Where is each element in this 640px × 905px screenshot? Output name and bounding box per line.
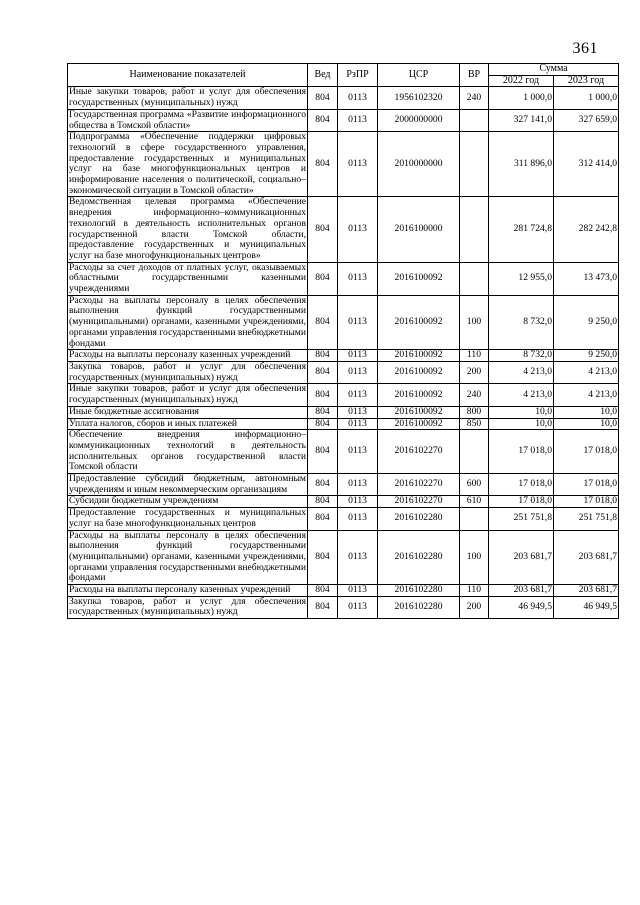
cell-csr: 2016100092: [378, 361, 460, 383]
cell-rzpr: 0113: [338, 197, 378, 262]
cell-amount-2022: 17 018,0: [489, 474, 554, 496]
cell-amount-2023: 203 681,7: [554, 530, 619, 585]
table-row: [68, 596, 619, 618]
cell-amount-2023: 10,0: [554, 406, 619, 418]
cell-amount-2023: 251 751,8: [554, 508, 619, 530]
header-vr: ВР: [460, 64, 489, 87]
cell-amount-2023: 13 473,0: [554, 262, 619, 295]
cell-csr: 2016102270: [378, 496, 460, 508]
cell-amount-2022: 203 681,7: [489, 530, 554, 585]
cell-csr: 2016100092: [378, 384, 460, 406]
table-row: [68, 384, 619, 406]
table-row: [68, 430, 619, 474]
cell-ved: 804: [308, 496, 338, 508]
cell-rzpr: 0113: [338, 530, 378, 585]
cell-name: Закупка товаров, работ и услуг для обеспечения государственных (муниципальных) нужд: [69, 360, 306, 383]
table-row: [68, 508, 619, 530]
cell-vr: 200: [460, 596, 489, 618]
cell-amount-2023: 46 949,5: [554, 596, 619, 618]
cell-amount-2022: 12 955,0: [489, 262, 554, 295]
cell-csr: 2016102270: [378, 474, 460, 496]
cell-vr: 240: [460, 87, 489, 109]
cell-ved: 804: [308, 418, 338, 430]
cell-name: Иные закупки товаров, работ и услуг для обеспечения государственных (муниципальных) нужд: [69, 86, 306, 109]
cell-vr: 100: [460, 530, 489, 585]
cell-amount-2022: 327 141,0: [489, 109, 554, 131]
cell-vr: [460, 132, 489, 197]
cell-ved: 804: [308, 530, 338, 585]
cell-vr: [460, 430, 489, 474]
cell-rzpr: 0113: [338, 384, 378, 406]
cell-ved: 804: [308, 350, 338, 362]
cell-ved: 804: [308, 406, 338, 418]
cell-ved: 804: [308, 508, 338, 530]
cell-rzpr: 0113: [338, 585, 378, 597]
table-body: [68, 87, 619, 619]
table-row: [68, 530, 619, 585]
cell-amount-2022: 1 000,0: [489, 87, 554, 109]
cell-amount-2023: 282 242,8: [554, 197, 619, 262]
cell-rzpr: 0113: [338, 430, 378, 474]
table-row: [68, 496, 619, 508]
cell-ved: 804: [308, 262, 338, 295]
cell-name: Расходы на выплаты персоналу казенных учреждений: [68, 585, 308, 597]
cell-amount-2023: 327 659,0: [554, 109, 619, 131]
cell-amount-2022: 46 949,5: [489, 596, 554, 618]
cell-csr: 2016100092: [378, 418, 460, 430]
table-header: [68, 64, 619, 87]
cell-ved: 804: [308, 430, 338, 474]
cell-amount-2023: 9 250,0: [554, 350, 619, 362]
cell-vr: 610: [460, 496, 489, 508]
cell-amount-2023: 4 213,0: [554, 384, 619, 406]
cell-ved: 804: [308, 295, 338, 350]
cell-amount-2022: 17 018,0: [489, 496, 554, 508]
cell-amount-2023: 203 681,7: [554, 585, 619, 597]
cell-vr: [460, 109, 489, 131]
cell-ved: 804: [308, 87, 338, 109]
table-row: [68, 197, 619, 262]
cell-vr: 240: [460, 384, 489, 406]
cell-name: Субсидии бюджетным учреждениям: [68, 496, 308, 508]
cell-amount-2022: 251 751,8: [489, 508, 554, 530]
cell-name: Предоставление субсидий бюджетным, автономным учреждениям и иным некоммерческим организациям: [69, 473, 306, 495]
cell-vr: [460, 197, 489, 262]
cell-vr: 200: [460, 361, 489, 383]
table-row: [68, 406, 619, 418]
cell-csr: 2000000000: [378, 109, 460, 131]
cell-amount-2023: 9 250,0: [554, 295, 619, 350]
cell-rzpr: 0113: [338, 87, 378, 109]
cell-ved: 804: [308, 585, 338, 597]
table-row: [68, 295, 619, 350]
cell-csr: 2016100000: [378, 197, 460, 262]
header-ved: Вед: [308, 64, 338, 87]
cell-amount-2022: 281 724,8: [489, 197, 554, 262]
cell-csr: 2016102280: [378, 596, 460, 618]
cell-csr: 2016100092: [378, 350, 460, 362]
cell-name: Расходы на выплаты персоналу казенных учреждений: [68, 350, 308, 362]
cell-name: Предоставление государственных и муниципальных услуг на базе многофункциональных центров: [69, 507, 306, 529]
cell-amount-2023: 10,0: [554, 418, 619, 430]
cell-amount-2022: 203 681,7: [489, 585, 554, 597]
cell-name: Иные закупки товаров, работ и услуг для обеспечения государственных (муниципальных) нужд: [69, 383, 306, 406]
cell-csr: 2016102280: [378, 585, 460, 597]
cell-amount-2022: 4 213,0: [489, 361, 554, 383]
cell-name: Расходы на выплаты персоналу в целях обеспечения выполнения функций государственными (муниципальными) органами, казенными учреждениями, органами управления государственными внебюджетными фондами: [69, 529, 306, 584]
cell-ved: 804: [308, 132, 338, 197]
cell-ved: 804: [308, 361, 338, 383]
cell-amount-2022: 8 732,0: [489, 350, 554, 362]
cell-name: Подпрограмма «Обеспечение поддержки цифровых технологий в сфере государственного управления, предоставление государственных и муниципальных услуг на базе многофункциональных центров и информирование населения о политической, социально–экономической ситуации в Томской области»: [69, 131, 306, 196]
cell-rzpr: 0113: [338, 496, 378, 508]
cell-rzpr: 0113: [338, 132, 378, 197]
header-name: Наименование показателей: [68, 64, 308, 87]
cell-amount-2022: 4 213,0: [489, 384, 554, 406]
cell-amount-2023: 1 000,0: [554, 87, 619, 109]
cell-rzpr: 0113: [338, 596, 378, 618]
cell-rzpr: 0113: [338, 474, 378, 496]
cell-rzpr: 0113: [338, 109, 378, 131]
cell-name: Иные бюджетные ассигнования: [68, 406, 308, 418]
cell-amount-2022: 311 896,0: [489, 132, 554, 197]
cell-vr: 110: [460, 350, 489, 362]
cell-amount-2023: 17 018,0: [554, 496, 619, 508]
cell-ved: 804: [308, 596, 338, 618]
cell-rzpr: 0113: [338, 418, 378, 430]
cell-rzpr: 0113: [338, 406, 378, 418]
budget-table: [67, 63, 619, 619]
cell-amount-2022: 8 732,0: [489, 295, 554, 350]
cell-csr: 2016100092: [378, 295, 460, 350]
cell-amount-2023: 4 213,0: [554, 361, 619, 383]
header-year-2023: 2023 год: [554, 75, 619, 87]
cell-name: Уплата налогов, сборов и иных платежей: [68, 418, 308, 430]
cell-amount-2023: 17 018,0: [554, 474, 619, 496]
cell-ved: 804: [308, 197, 338, 262]
header-year-2022: 2022 год: [489, 75, 554, 87]
cell-rzpr: 0113: [338, 350, 378, 362]
cell-rzpr: 0113: [338, 361, 378, 383]
cell-csr: 2016102270: [378, 430, 460, 474]
table-row: [68, 350, 619, 362]
table-row: [68, 585, 619, 597]
cell-vr: [460, 508, 489, 530]
table-row: [68, 132, 619, 197]
cell-ved: 804: [308, 474, 338, 496]
cell-csr: 2010000000: [378, 132, 460, 197]
cell-amount-2023: 312 414,0: [554, 132, 619, 197]
table-row: [68, 361, 619, 383]
cell-name: Расходы за счет доходов от платных услуг, оказываемых областными государственными казенными учреждениями: [69, 261, 306, 295]
header-rzpr: РзПР: [338, 64, 378, 87]
cell-amount-2022: 10,0: [489, 406, 554, 418]
cell-ved: 804: [308, 109, 338, 131]
cell-vr: 800: [460, 406, 489, 418]
cell-csr: 2016100092: [378, 262, 460, 295]
table-row: [68, 109, 619, 131]
cell-name: Закупка товаров, работ и услуг для обеспечения государственных (муниципальных) нужд: [69, 595, 306, 618]
cell-vr: 100: [460, 295, 489, 350]
cell-amount-2022: 17 018,0: [489, 430, 554, 474]
cell-amount-2023: 17 018,0: [554, 430, 619, 474]
cell-vr: 600: [460, 474, 489, 496]
cell-csr: 2016102280: [378, 530, 460, 585]
cell-vr: 850: [460, 418, 489, 430]
table-row: [68, 474, 619, 496]
table-row: [68, 262, 619, 295]
cell-csr: 2016102280: [378, 508, 460, 530]
cell-name: Расходы на выплаты персоналу в целях обеспечения выполнения функций государственными (муниципальными) органами, казенными учреждениями, органами управления государственными внебюджетными фондами: [69, 294, 306, 349]
cell-name: Обеспечение внедрения информационно–коммуникационных технологий в деятельность исполнительных органов государственной власти Томской области: [69, 429, 306, 473]
cell-vr: 110: [460, 585, 489, 597]
cell-name: Государственная программа «Развитие информационного общества в Томской области»: [69, 108, 306, 131]
cell-amount-2022: 10,0: [489, 418, 554, 430]
table-row: [68, 87, 619, 109]
cell-name: Ведомственная целевая программа «Обеспечение внедрения информационно–коммуникационных технологий в деятельность исполнительных органов государственной власти Томской области, предоставление государственных и муниципальных услуг на базе многофункциональных центров»: [69, 196, 306, 261]
table-row: [68, 418, 619, 430]
header-csr: ЦСР: [378, 64, 460, 87]
page-number: 361: [572, 40, 598, 57]
cell-vr: [460, 262, 489, 295]
cell-csr: 1956102320: [378, 87, 460, 109]
cell-rzpr: 0113: [338, 262, 378, 295]
cell-csr: 2016100092: [378, 406, 460, 418]
header-sum: Сумма: [489, 64, 619, 76]
cell-rzpr: 0113: [338, 295, 378, 350]
cell-ved: 804: [308, 384, 338, 406]
cell-rzpr: 0113: [338, 508, 378, 530]
